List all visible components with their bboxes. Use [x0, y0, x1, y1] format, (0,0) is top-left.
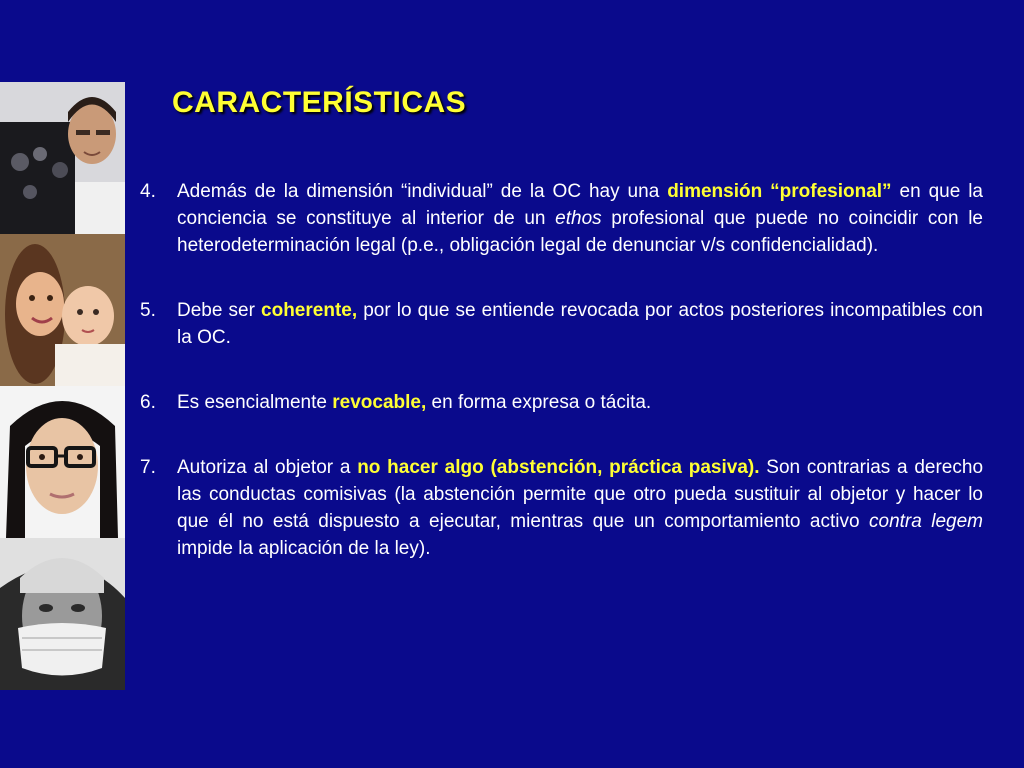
text-segment: en que la conciencia se constituye al interior de un — [177, 181, 983, 229]
text-segment: Es esencialmente — [177, 392, 333, 413]
surgeon-with-mask-photo — [0, 538, 125, 690]
item-number: 7. — [140, 457, 156, 478]
highlight-segment: dimensión “profesional” — [667, 181, 892, 202]
text-segment: impide la aplicación de la ley). — [177, 538, 431, 559]
list-item — [140, 297, 983, 351]
italic-segment: contra legem — [869, 511, 983, 532]
item-text — [177, 454, 983, 562]
text-segment: por lo que se entiende revocada por actos posteriores incompatibles con la OC. — [177, 300, 983, 348]
item-number: 6. — [140, 392, 156, 413]
slide-title: CARACTERÍSTICAS — [172, 86, 467, 119]
list-item — [140, 454, 983, 562]
item-text — [177, 389, 983, 416]
text-segment: Son contrarias a derecho las conductas comisivas (la abstención permite que otro pueda sustituir al objetor y hacer lo que él no está dispuesto a ejecutar, mientras que un comportamiento activo — [177, 457, 984, 532]
text-segment: Autoriza al objetor a — [177, 457, 358, 478]
highlight-segment: no hacer algo (abstención, práctica pasiva). — [357, 457, 760, 478]
list-item — [140, 178, 983, 259]
item-text — [177, 178, 983, 259]
photo-strip — [0, 82, 125, 690]
item-text — [177, 297, 983, 351]
text-segment: Además de la dimensión “individual” de la OC hay una — [177, 181, 668, 202]
text-segment: profesional que puede no coincidir con le heterodeterminación legal (p.e., obligación legal de denunciar v/s confidencialidad). — [177, 208, 983, 256]
italic-segment: ethos — [555, 208, 602, 229]
highlight-segment: revocable, — [332, 392, 427, 413]
woman-with-glasses-photo — [0, 386, 125, 538]
items-list — [140, 178, 983, 562]
text-segment: Debe ser — [177, 300, 262, 321]
text-segment: en forma expresa o tácita. — [426, 392, 652, 413]
list-item — [140, 389, 983, 416]
item-number: 5. — [140, 300, 156, 321]
mother-and-baby-photo — [0, 234, 125, 386]
item-number: 4. — [140, 181, 156, 202]
doctor-with-xray-photo — [0, 82, 125, 234]
highlight-segment: coherente, — [261, 300, 358, 321]
